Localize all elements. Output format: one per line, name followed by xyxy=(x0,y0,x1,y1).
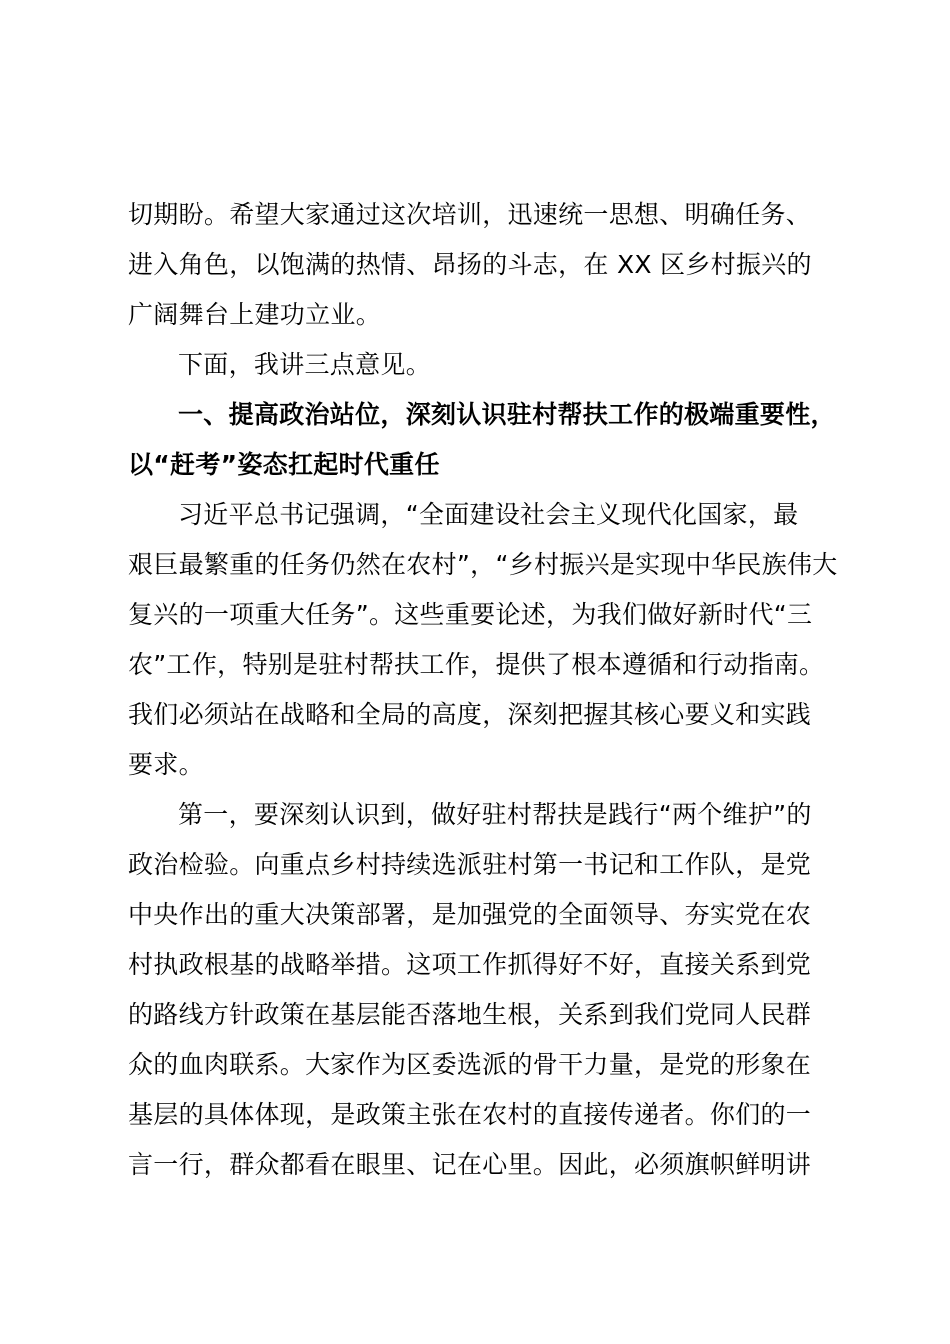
paragraph-line: 广阔舞台上建功立业。 xyxy=(128,300,382,329)
section-heading-line: 一、提高政治站位，深刻认识驻村帮扶工作的极端重要性， xyxy=(178,400,836,429)
paragraph-line: 复兴的一项重大任务”。这些重要论述，为我们做好新时代“三 xyxy=(128,600,813,629)
paragraph-line: 下面，我讲三点意见。 xyxy=(178,350,432,379)
paragraph-line: 基层的具体体现，是政策主张在农村的直接传递者。你们的一 xyxy=(128,1100,812,1129)
paragraph-line: 言一行，群众都看在眼里、记在心里。因此，必须旗帜鲜明讲 xyxy=(128,1150,812,1179)
paragraph-line: 农”工作，特别是驻村帮扶工作，提供了根本遵循和行动指南。 xyxy=(128,650,825,679)
paragraph-line: 政治检验。向重点乡村持续选派驻村第一书记和工作队，是党 xyxy=(128,850,812,879)
paragraph-line: 中央作出的重大决策部署，是加强党的全面领导、夯实党在农 xyxy=(128,900,812,929)
paragraph-line: 切期盼。希望大家通过这次培训，迅速统一思想、明确任务、 xyxy=(128,200,812,229)
paragraph-line: 习近平总书记强调，“全面建设社会主义现代化国家，最 xyxy=(178,500,799,529)
paragraph-line: 众的血肉联系。大家作为区委选派的骨干力量，是党的形象在 xyxy=(128,1050,812,1079)
paragraph-line: 第一，要深刻认识到，做好驻村帮扶是践行“两个维护”的 xyxy=(178,800,812,829)
paragraph-line: 我们必须站在战略和全局的高度，深刻把握其核心要义和实践 xyxy=(128,700,812,729)
paragraph-line: 的路线方针政策在基层能否落地生根，关系到我们党同人民群 xyxy=(128,1000,812,1029)
paragraph-line: 要求。 xyxy=(128,750,204,779)
paragraph-line: 艰巨最繁重的任务仍然在农村”，“乡村振兴是实现中华民族伟大 xyxy=(128,550,838,579)
section-heading-line: 以“赶考”姿态扛起时代重任 xyxy=(128,450,440,479)
paragraph-line: 进入角色，以饱满的热情、昂扬的斗志，在 XX 区乡村振兴的 xyxy=(128,250,812,279)
paragraph-line: 村执政根基的战略举措。这项工作抓得好不好，直接关系到党 xyxy=(128,950,812,979)
